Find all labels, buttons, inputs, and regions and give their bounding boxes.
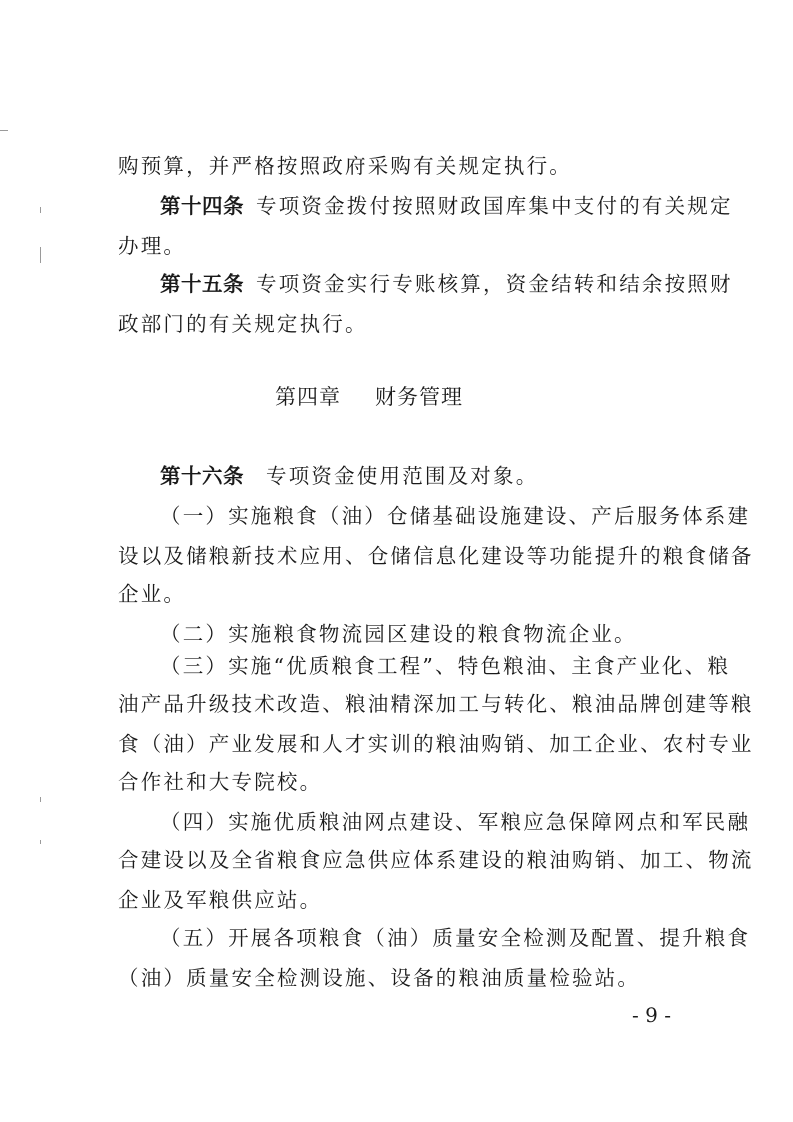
line-text: 专项资金拨付按照财政国库集中支付的有关规定 bbox=[256, 194, 733, 218]
line-text: （五）开展各项粮食（油）质量安全检测及配置、提升粮食 bbox=[160, 926, 751, 950]
binding-mark bbox=[40, 797, 41, 802]
page-number: - 9 - bbox=[632, 1003, 671, 1027]
line-text: 专项资金使用范围及对象。 bbox=[266, 464, 539, 488]
binding-mark bbox=[40, 207, 41, 213]
line-text: 合作社和大专院校。 bbox=[118, 770, 323, 794]
line-text: 专项资金实行专账核算，资金结转和结余按照财 bbox=[256, 272, 733, 296]
paragraph-line bbox=[118, 730, 754, 758]
paragraph-line bbox=[118, 846, 754, 874]
paragraph-line bbox=[160, 808, 751, 836]
article-number: 第十五条 bbox=[160, 272, 244, 296]
paragraph-line bbox=[118, 232, 708, 260]
article-line bbox=[160, 192, 733, 220]
line-text: 合建设以及全省粮食应急供应体系建设的粮油购销、加工、物流 bbox=[118, 848, 754, 872]
line-text: （四）实施优质粮油网点建设、军粮应急保障网点和军民融 bbox=[160, 810, 751, 834]
line-text: 食（油）产业发展和人才实训的粮油购销、加工企业、农村专业 bbox=[118, 732, 754, 756]
paragraph-line bbox=[118, 690, 754, 718]
paragraph-line bbox=[118, 580, 708, 608]
paragraph-line bbox=[118, 542, 754, 570]
binding-mark bbox=[0, 130, 8, 131]
paragraph-line bbox=[118, 152, 708, 180]
paragraph-line bbox=[160, 620, 708, 648]
article-number: 第十六条 bbox=[160, 464, 244, 488]
chapter-heading bbox=[275, 383, 463, 411]
article-line bbox=[160, 462, 708, 490]
line-text: （油）质量安全检测设施、设备的粮油质量检验站。 bbox=[118, 966, 641, 990]
paragraph-line bbox=[118, 886, 708, 914]
line-text: 政部门的有关规定执行。 bbox=[118, 312, 368, 336]
line-text: （三）实施“优质粮食工程”、特色粮油、主食产业化、粮 bbox=[160, 654, 731, 678]
line-text: （二）实施粮食物流园区建设的粮食物流企业。 bbox=[160, 622, 637, 646]
binding-mark bbox=[40, 840, 41, 844]
line-text: （一）实施粮食（油）仓储基础设施建设、产后服务体系建 bbox=[160, 504, 751, 528]
chapter-number: 第四章 bbox=[275, 385, 341, 409]
paragraph-line bbox=[160, 502, 751, 530]
line-text: 办理。 bbox=[118, 234, 187, 258]
paragraph-line bbox=[160, 924, 751, 952]
article-line bbox=[160, 270, 733, 298]
line-text: 企业及军粮供应站。 bbox=[118, 888, 323, 912]
article-number: 第十四条 bbox=[160, 194, 244, 218]
line-text: 企业。 bbox=[118, 582, 187, 606]
paragraph-line bbox=[118, 310, 708, 338]
paragraph-line bbox=[160, 652, 731, 680]
paragraph-line bbox=[118, 964, 708, 992]
paragraph-line bbox=[118, 768, 708, 796]
line-text: 购预算，并严格按照政府采购有关规定执行。 bbox=[118, 154, 572, 178]
line-text: 设以及储粮新技术应用、仓储信息化建设等功能提升的粮食储备 bbox=[118, 544, 754, 568]
line-text: 油产品升级技术改造、粮油精深加工与转化、粮油品牌创建等粮 bbox=[118, 692, 754, 716]
binding-mark bbox=[40, 247, 41, 263]
chapter-title: 财务管理 bbox=[375, 385, 463, 409]
